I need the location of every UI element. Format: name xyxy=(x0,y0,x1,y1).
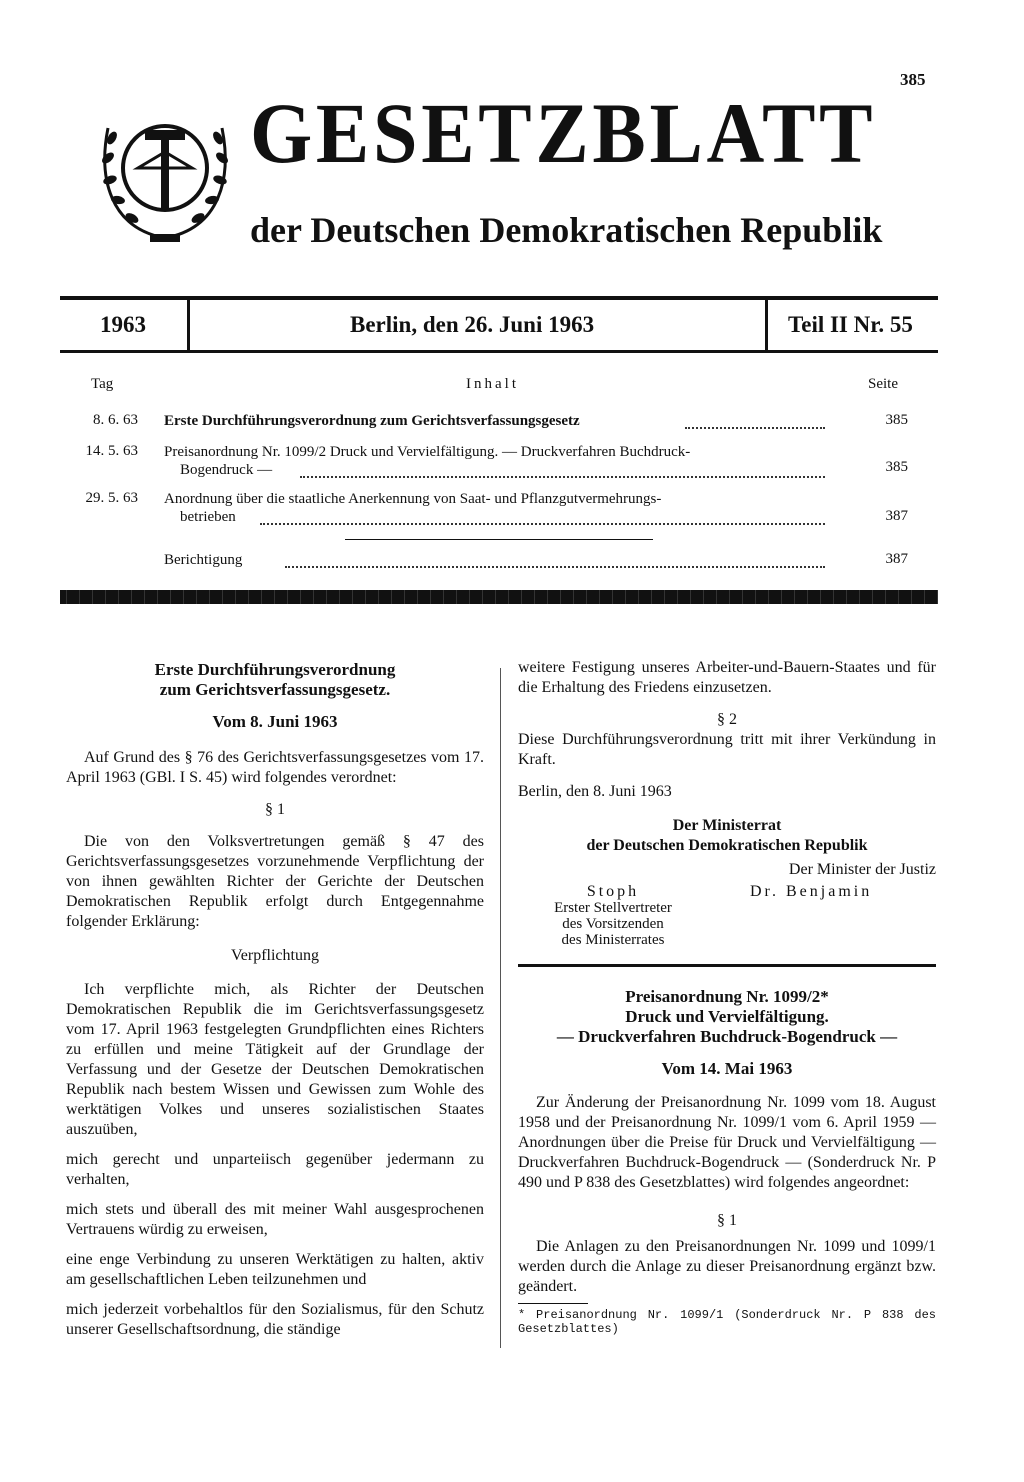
article-title-line2: zum Gerichtsverfassungsgesetz. xyxy=(159,680,391,699)
section-heading: § 1 xyxy=(265,801,285,818)
article-title-line2: Druck und Vervielfältigung. xyxy=(625,1007,829,1026)
toc-col-page: Seite xyxy=(868,376,898,392)
signer-role xyxy=(518,900,708,948)
signer-name: Dr. Benjamin xyxy=(750,883,873,900)
toc-entry-title-cont: Bogendruck — xyxy=(180,462,273,478)
header-divider xyxy=(187,300,190,350)
section-heading: § 2 xyxy=(717,711,737,728)
oath-paragraph: mich jederzeit vorbehaltlos für den Sozialismus, für den Schutz unserer Gesellschaftsordnung, die ständige xyxy=(66,1301,484,1338)
article-separator xyxy=(518,964,936,967)
section-text: Die Anlagen zu den Preisanordnungen Nr. 1099 und 1099/1 werden durch die Anlage zu dieser Preisanordnung ergänzt bzw. geändert. xyxy=(518,1238,936,1295)
header-year: 1963 xyxy=(100,312,146,337)
signature-block xyxy=(518,860,936,950)
footnote: * Preisanordnung Nr. 1099/1 (Sonderdruck Nr. P 838 des Gesetzblattes) xyxy=(518,1308,936,1336)
toc-col-content: Inhalt xyxy=(466,376,519,392)
toc-entry-title-cont: betrieben xyxy=(180,509,236,525)
page-number: 385 xyxy=(900,70,926,89)
header-place-date: Berlin, den 26. Juni 1963 xyxy=(350,312,595,337)
article-intro: Zur Änderung der Preisanordnung Nr. 1099 vom 18. August 1958 und der Preisanordnung Nr. 1099/1 vom 6. April 1959 — Anordnungen über die Preise für Druck und Vervielfältigung — Druckverfahren Buchdruck-Bogendruck — (Sonderdruck Nr. P 490 und P 838 des Gesetzblattes) wird folgendes angeordnet: xyxy=(518,1094,936,1191)
header-bar xyxy=(60,296,938,353)
column-divider xyxy=(500,668,501,1348)
section-text: Diese Durchführungsverordnung tritt mit ihrer Verkündung in Kraft. xyxy=(518,731,936,768)
article-title: Preisanordnung Nr. 1099/2* xyxy=(625,987,829,1006)
signer-role-line: des Vorsitzenden xyxy=(562,916,664,932)
oath-paragraph: Ich verpflichte mich, als Richter der Deutschen Demokratischen Republik die im Gerichtsverfassungsgesetz vom 17. April 1963 festgelegten Grundpflichten eines Richters zu erfüllen und meine Tätigkeit auf der Grundlage der Verfassung und der Gesetze der Deutschen Demokratischen Republik nach bestem Wissen und Gewissen zum Wohle des werktätigen Volkes und unseres sozialistischen Staates auszuüben, xyxy=(66,981,484,1138)
oath-paragraph: mich stets und überall des mit meiner Wahl ausgesprochenen Vertrauens würdig zu erweisen, xyxy=(66,1201,484,1238)
toc-entry-page: 385 xyxy=(885,459,908,475)
section-heading: § 1 xyxy=(717,1212,737,1229)
right-column xyxy=(518,658,936,1336)
toc-entry-title: Erste Durchführungsverordnung zum Gerichtsverfassungsgesetz xyxy=(164,413,580,429)
toc-correction: Berichtigung xyxy=(164,552,243,568)
toc-correction-page: 387 xyxy=(885,551,908,567)
article-title: Erste Durchführungsverordnung xyxy=(154,660,396,679)
continuation-text: weitere Festigung unseres Arbeiter-und-Bauern-Staates und für die Erhaltung des Friedens einzusetzen. xyxy=(518,659,936,696)
oath-paragraph: eine enge Verbindung zu unseren Werktätigen zu halten, aktiv am gesellschaftlichen Leben teilzunehmen und xyxy=(66,1251,484,1288)
toc-dot-leader xyxy=(685,427,825,429)
header-divider xyxy=(765,300,768,350)
header-issue: Teil II Nr. 55 xyxy=(788,312,913,337)
authority-name-line2: der Deutschen Demokratischen Republik xyxy=(586,837,868,854)
signer-role-line: des Ministerrates xyxy=(561,932,665,948)
toc-entry-title: Preisanordnung Nr. 1099/2 Druck und Vervielfältigung. — Druckverfahren Buchdruck- xyxy=(164,444,691,460)
masthead-title: GESETZBLATT xyxy=(250,85,877,181)
toc-entry-page: 385 xyxy=(885,412,908,428)
oath-paragraph: mich gerecht und unparteiisch gegenüber jedermann zu verhalten, xyxy=(66,1151,484,1188)
left-column xyxy=(66,660,484,1340)
toc-dot-leader xyxy=(285,566,825,568)
toc-entry-title: Anordnung über die staatliche Anerkennung von Saat- und Pflanzgutvermehrungs- xyxy=(164,491,662,507)
article-date: Vom 8. Juni 1963 xyxy=(212,712,338,731)
toc-entry-page: 387 xyxy=(885,508,908,524)
oath-heading: Verpflichtung xyxy=(231,947,319,964)
article-title-line3: — Druckverfahren Buchdruck-Bogendruck — xyxy=(556,1027,898,1046)
toc-entry-date: 14. 5. 63 xyxy=(85,443,138,459)
minister-title: Der Minister der Justiz xyxy=(788,861,936,878)
toc-dot-leader xyxy=(260,523,825,525)
section-text: Die von den Volksvertretungen gemäß § 47 des Gerichtsverfassungsgesetzes vorzunehmende Verpflichtung der von ihnen gewählten Richter der Gerichte der Deutschen Demokratischen Republik erfolgt durch Entgegennahme folgender Erklärung: xyxy=(66,833,484,930)
article-date: Vom 14. Mai 1963 xyxy=(661,1059,793,1078)
state-emblem-icon xyxy=(90,88,240,248)
masthead-subtitle: der Deutschen Demokratischen Republik xyxy=(250,210,883,250)
signing-place-date: Berlin, den 8. Juni 1963 xyxy=(518,783,672,800)
toc-col-day: Tag xyxy=(91,376,114,392)
toc-entry-date: 29. 5. 63 xyxy=(85,490,138,506)
signer-name: Stoph xyxy=(586,883,640,900)
toc-separator xyxy=(345,539,653,540)
authority-name: Der Ministerrat xyxy=(672,817,782,834)
section-rule xyxy=(60,590,938,604)
toc-entry-date: 8. 6. 63 xyxy=(93,412,138,428)
toc-dot-leader xyxy=(300,476,825,478)
footnote-rule xyxy=(518,1303,588,1304)
signer-role-line: Erster Stellvertreter xyxy=(554,900,672,916)
article-intro: Auf Grund des § 76 des Gerichtsverfassungsgesetzes vom 17. April 1963 (GBl. I S. 45) wird folgendes verordnet: xyxy=(66,749,484,786)
